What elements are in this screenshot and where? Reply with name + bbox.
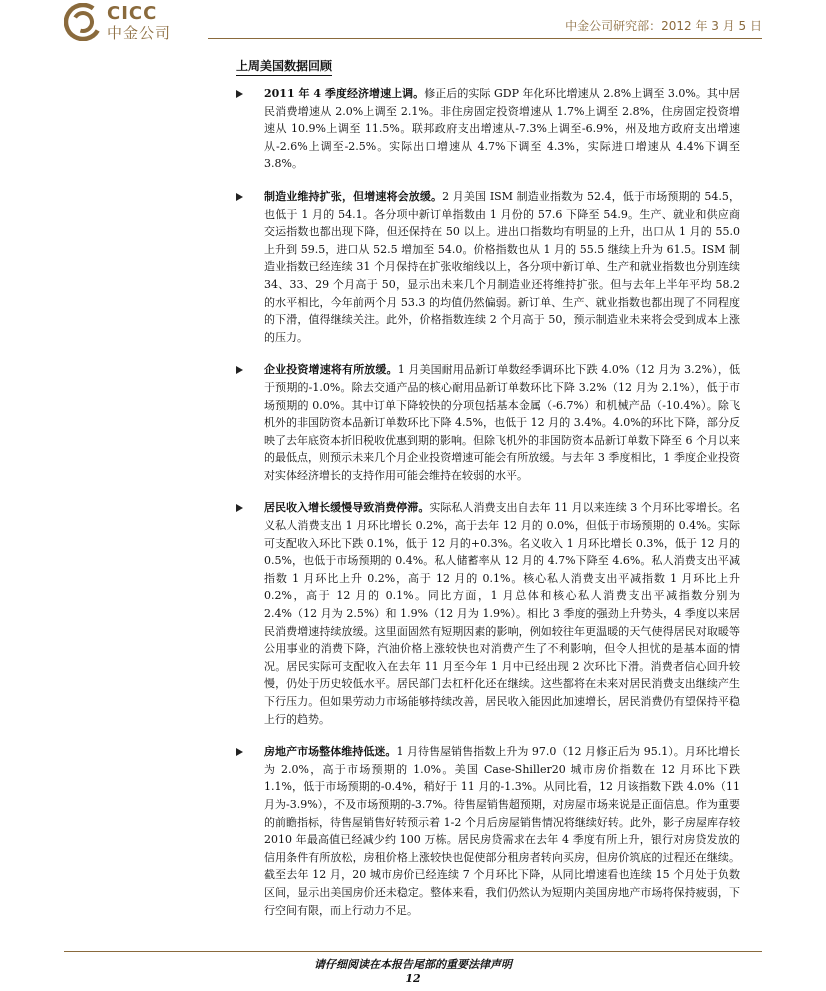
page-number: 12 <box>405 972 421 985</box>
cicc-logo-mark-icon <box>64 3 102 41</box>
bullet-arrow-icon <box>236 504 243 512</box>
item-body: 1 月待售屋销售指数上升为 97.0（12 月修正后为 95.1）。月环比增长为 2.0%，高于市场预期的 1.0%。美国 Case-Shiller20 城市房价指数在 12 月环比下跌 1.1%，低于市场预期的-0.4%，稍好于 11 月的-1.3%。从同比看，12 月该指数下跌 4.0%（11 月为-3.9%），不及市场预期的-3.7%。待售屋销售超预期，对房屋市场来说是正面信息。作为重要的前瞻指标，待售屋销售好转预示着 1-2 个月后房屋销售情况将继续好转。此外，影子房屋库存较 2010 年最高值已经减少约 100 万栋。居民房贷需求在去年 4 季度有所上升，银行对房贷发放的信用条件有所放松，房租价格上涨较快也促使部分租房者转向买房，但房价筑底的过程还在继续。截至去年 12 月，20 城市房价已经连续 7 个月环比下降，从同比增速看也连续 15 个月处于负数区间，显示出美国房价还未稳定。整体来看，我们仍然认为短期内美国房地产市场将保持疲弱，下行空间有限，而上行动力不足。 <box>264 745 741 917</box>
header-divider <box>208 38 762 39</box>
bullet-item-investment <box>236 361 740 484</box>
bullet-item-gdp <box>236 85 740 173</box>
item-lead: 企业投资增速将有所放缓。 <box>264 363 398 377</box>
item-lead: 房地产市场整体维持低迷。 <box>264 745 397 759</box>
item-body: 实际私人消费支出自去年 11 月以来连续 3 个月环比零增长。名义私人消费支出 1 月环比增长 0.2%，高于去年 12 月的 0.0%，但低于市场预期的 0.4%。实际可支配收入环比下跌 0.1%，低于 12 月的+0.3%。名义收入 1 月环比增长 0.3%，低于 12 月的 0.5%，也低于市场预期的 0.4%。私人储蓄率从 12 月的 4.7%下降至 4.6%。私人消费支出平减指数 1 月环比上升 0.2%，高于 12 月的 0.1%。核心私人消费支出平减指数 1 月环比上升 0.2%，高于 12 月的 0.1%。同比方面，1 月总体和核心私人消费支出平减指数分别为 2.4%（12 月为 2.5%）和 1.9%（12 月为 1.9%）。相比 3 季度的强劲上升势头，4 季度以来居民消费增速持续放缓。这里面固然有短期因素的影响，例如较往年更温暖的天气使得居民对取暖等公用事业的消费下降，汽油价格上涨较快也对消费产生了不利影响，但令人担忧的是基本面的情况。居民实际可支配收入在去年 11 月至今年 1 月中已经出现 2 次环比下滑。消费者信心回升较慢，仍处于历史较低水平。居民部门去杠杆化还在继续。这些都将在未来对居民消费支出继续产生下行压力。但如果劳动力市场能够持续改善，居民收入能因此加速增长，居民消费仍有望保持平稳上行的趋势。 <box>264 501 741 726</box>
logo-text-cn: 中金公司 <box>107 24 172 42</box>
bullet-arrow-icon <box>236 193 243 201</box>
bullet-item-housing <box>236 743 740 919</box>
logo-text-en: CICC <box>107 3 158 24</box>
item-lead: 2011 年 4 季度经济增速上调。 <box>264 87 425 100</box>
content-body <box>236 85 740 934</box>
report-date: 中金公司研究部：2012 年 3 月 5 日 <box>565 19 762 33</box>
bullet-item-consumption <box>236 499 740 728</box>
cicc-logo <box>64 3 194 41</box>
item-lead: 居民收入增长缓慢导致消费停滞。 <box>264 501 430 515</box>
page-header <box>0 0 826 44</box>
bullet-arrow-icon <box>236 366 243 374</box>
item-body: 1 月美国耐用品新订单数经季调环比下跌 4.0%（12 月为 3.2%），低于预期的-1.0%。除去交通产品的核心耐用品新订单数环比下降 3.2%（12 月为 2.1%），低于市场预期的 0.0%。其中订单下降较快的分项包括基本金属（-6.7%）和机械产品（-10.4%）。除飞机外的非国防资本品新订单数环比下降 4.5%，也低于 12 月的 3.4%。4.0%的环比下降，部分反映了去年底资本折旧税收优惠到期的影响。但除飞机外的非国防资本品新订单数下降至 6 个月以来的最低点，则预示未来几个月企业投资增速可能会有所放缓。与去年 3 季度相比，1 季度企业投资对实体经济增长的支持作用可能会维持在较弱的水平。 <box>264 363 740 482</box>
section-title: 上周美国数据回顾 <box>236 57 332 76</box>
item-body: 2 月美国 ISM 制造业指数为 52.4，低于市场预期的 54.5，也低于 1 月的 54.1。各分项中新订单指数由 1 月份的 57.6 下降至 54.9。生产、就业和供应商交运指数也都出现下降，但还保持在 50 以上。进出口指数均有明显的上升，出口从 1 月的 55.0 上升到 59.5，进口从 52.5 增加至 54.0。价格指数也从 1 月的 55.5 继续上升为 61.5。ISM 制造业指数已经连续 31 个月保持在扩张收缩线以上，各分项中新订单、生产和就业指数也分别连续 34、33、29 个月高于 50，显示出未来几个月制造业还将维持扩张。但与去年上半年平均 58.2 的水平相比，今年前两个月 53.3 的均值仍然偏弱。新订单、生产、就业指数也都出现了不同程度的下滑，值得继续关注。此外，价格指数连续 2 个月高于 50，预示制造业未来将会受到成本上涨的压力。 <box>264 189 740 344</box>
legal-notice: 请仔细阅读在本报告尾部的重要法律声明 <box>314 958 512 971</box>
bullet-arrow-icon <box>236 748 243 756</box>
bullet-arrow-icon <box>236 90 243 98</box>
bullet-item-manufacturing <box>236 188 740 346</box>
footer-divider <box>64 951 762 952</box>
item-lead: 制造业维持扩张，但增速将会放缓。 <box>264 189 443 203</box>
item-body: 修正后的实际 GDP 年化环比增速从 2.8%上调至 3.0%。其中居民消费增速从 2.0%上调至 2.1%。非住房固定投资增速从 1.7%上调至 2.8%，住房固定投资增速从 10.9%上调至 11.5%。联邦政府支出增速从-7.3%上调至-6.9%，州及地方政府支出增速从-2.6%上调至-2.5%。实际出口增速从 4.7%下调至 4.3%，实际进口增速从 4.4%下调至 3.8%。 <box>264 87 740 171</box>
